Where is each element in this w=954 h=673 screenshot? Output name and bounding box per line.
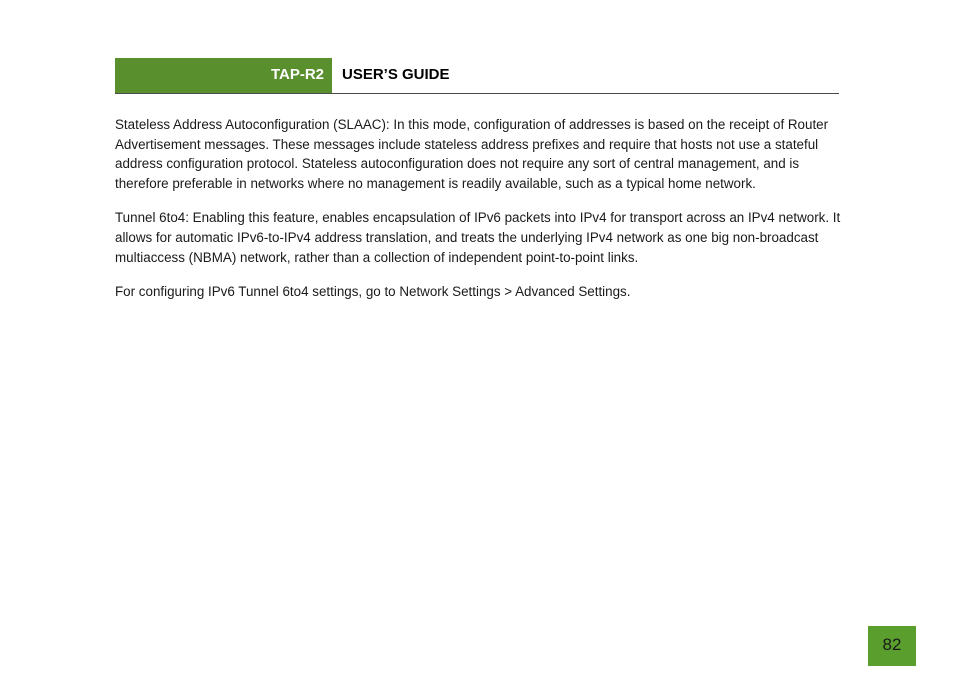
page-header — [115, 58, 839, 94]
page-number: 82 — [868, 626, 916, 666]
guide-title: USER’S GUIDE — [342, 66, 450, 83]
header-product-band — [115, 58, 332, 93]
paragraph-configuration-path: For configuring IPv6 Tunnel 6to4 settings, go to Network Settings > Advanced Settings. — [115, 283, 631, 299]
paragraph-tunnel-6to4: Tunnel 6to4: Enabling this feature, enables encapsulation of IPv6 packets into IPv4 for transport across an IPv4 network. It allows for automatic IPv6-to-IPv4 address translation, and treats the underlying IPv4 network as one big non-broadcast multiaccess (NBMA) network, rather than a collection of independent point-to-point links. — [115, 210, 841, 265]
product-name: TAP-R2 — [270, 66, 324, 83]
document-body — [115, 115, 845, 316]
paragraph-slaac: Stateless Address Autoconfiguration (SLAAC): In this mode, configuration of addresses is based on the receipt of Router Advertisement messages. These messages include stateless address prefixes and require that hosts not use a stateful address configuration protocol. Stateless autoconfiguration does not require any sort of central management, and is therefore preferable in networks where no management is readily available, such as a typical home network. — [115, 117, 829, 192]
